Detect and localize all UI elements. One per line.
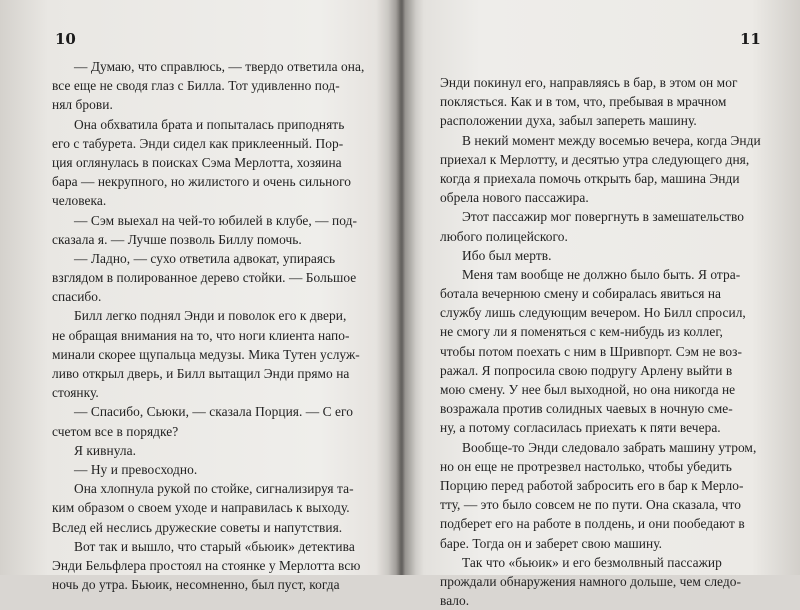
text-line: мою смену. У нее был выходной, но она никогда не xyxy=(440,382,736,397)
text-line: Я кивнула. xyxy=(74,442,137,458)
right-page-text xyxy=(440,73,761,610)
text-line: ботала вечернюю смену и собиралась явиться на xyxy=(440,286,722,302)
left-page xyxy=(0,0,398,593)
text-line: прождали обнаружения намного дольше, чем следо- xyxy=(440,573,741,589)
text-line: Она обхватила брата и попыталась приподнять xyxy=(74,116,345,132)
text-line: Энди Бельфлера простоял на стоянке у Мерлотта всю xyxy=(52,557,361,573)
text-line: Порцию перед работой забросить его в бар к Мерло- xyxy=(440,477,744,493)
text-line: бара — некрупного, но жилистого и очень сильного xyxy=(52,174,352,190)
text-line: человека. xyxy=(52,193,107,209)
page-number-right: 11 xyxy=(740,30,761,48)
text-line: баре. Тогда он и заберет свою машину. xyxy=(440,535,663,551)
text-line: не обращая внимания на то, что ноги клиента напо- xyxy=(52,327,350,343)
text-line: любого полицейского. xyxy=(440,228,568,244)
text-line: обрела нового пассажира. xyxy=(440,190,589,206)
text-line: вало. xyxy=(440,593,470,609)
text-line: поклясться. Как и в том, что, пребывая в мрачном xyxy=(440,94,727,110)
page-number-left: 10 xyxy=(55,30,76,48)
text-line: — Спасибо, Сьюки, — сказала Порция. — С его xyxy=(74,404,353,420)
text-line: чтобы потом поехать с ним в Шривпорт. Сэм не воз- xyxy=(440,343,742,359)
text-line: службу лишь следующим вечером. Но Билл спросил, xyxy=(440,305,746,321)
text-line: взглядом в полированное дерево стойки. — Большое xyxy=(52,270,357,286)
text-line: подберет его на работе в полдень, и они пообедают в xyxy=(440,516,745,532)
text-line: ну, а потому согласилась приехать к пяти вечера. xyxy=(440,420,721,436)
text-line: ким образом о своем уходе и направилась к выходу. xyxy=(52,500,350,516)
right-page xyxy=(404,0,800,609)
text-line: не смогу ли я поменяться с кем-нибудь из коллег, xyxy=(440,324,723,340)
text-line: сказала я. — Лучше позволь Биллу помочь. xyxy=(52,231,302,247)
text-line: спасибо. xyxy=(52,289,102,305)
text-line: Вот так и вышло, что старый «бьюик» детектива xyxy=(74,538,355,554)
text-line: Так что «бьюик» и его безмолвный пассажир xyxy=(462,554,722,570)
text-line: Вслед ей неслись дружеские советы и напутствия. xyxy=(52,519,343,535)
text-line: Она хлопнула рукой по стойке, сигнализируя та- xyxy=(74,481,354,497)
text-line: Этот пассажир мог повергнуть в замешательство xyxy=(462,209,744,225)
text-line: — Ну и превосходно. xyxy=(74,461,198,477)
left-page-text xyxy=(52,57,365,594)
text-line: стоянку. xyxy=(52,385,99,401)
text-line: счетом все в порядке? xyxy=(52,423,179,439)
text-line: приехал к Мерлотту, и десятью утра следующего дня, xyxy=(440,151,750,167)
text-line: все еще не сводя глаз с Билла. Тот удивленно под- xyxy=(52,78,340,94)
text-line: Вообще-то Энди следовало забрать машину утром, xyxy=(462,439,757,455)
text-line: ция оглянулась в поисках Сэма Мерлотта, хозяина xyxy=(52,154,342,170)
text-line: но он еще не протрезвел настолько, чтобы убедить xyxy=(440,458,732,474)
text-line: — Думаю, что справлюсь, — твердо ответила она, xyxy=(74,59,365,74)
text-line: его с табурета. Энди сидел как приклеенный. Пор- xyxy=(52,135,344,151)
text-line: расположении духа, забыл запереть машину. xyxy=(440,113,697,129)
text-line: В некий момент между восемью вечера, когда Энди xyxy=(462,132,761,148)
text-line: возражала против солидных чаевых в ночную сме- xyxy=(440,401,733,417)
text-line: Энди покинул его, направляясь в бар, в этом он мог xyxy=(440,75,738,90)
text-line: Билл легко поднял Энди и поволок его к двери, xyxy=(74,308,347,324)
text-line: ночь до утра. Бьюик, несомненно, был пуст, когда xyxy=(52,577,340,593)
text-line: — Сэм выехал на чей-то юбилей в клубе, — под- xyxy=(74,212,357,228)
text-line: ливо открыл дверь, и Билл вытащил Энди прямо на xyxy=(52,366,350,381)
text-line: ражал. Я попросила свою подругу Арлену выйти в xyxy=(440,362,733,378)
text-line: когда я приехала помочь открыть бар, машина Энди xyxy=(440,170,740,186)
text-line: нял брови. xyxy=(52,97,113,113)
text-line: тту, — это было совсем не по пути. Она сказала, что xyxy=(440,497,741,513)
text-line: минали скорее щупальца медузы. Мика Тутен услуж- xyxy=(52,346,360,362)
text-line: — Ладно, — сухо ответила адвокат, упираясь xyxy=(74,250,336,266)
text-line: Ибо был мертв. xyxy=(462,247,552,263)
text-line: Меня там вообще не должно было быть. Я отра- xyxy=(462,266,741,282)
